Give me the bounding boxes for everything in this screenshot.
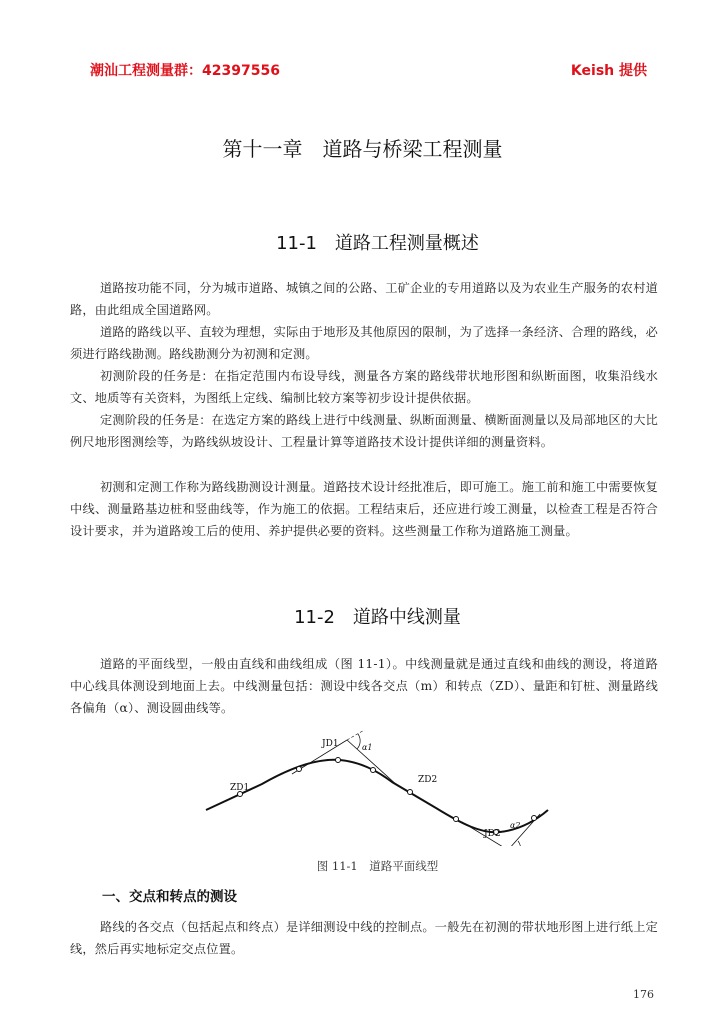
road-alignment-figure <box>200 730 560 846</box>
paragraph: 路线的各交点（包括起点和终点）是详细测设中线的控制点。一般先在初测的带状地形图上进行纸上定线，然后再实地标定交点位置。 <box>70 920 658 956</box>
label-jd2: JD2 <box>484 829 501 839</box>
point-marker <box>454 817 459 822</box>
section-title-11-2: 11-2 道路中线测量 <box>294 607 461 628</box>
label-zd1: ZD1 <box>230 783 250 793</box>
paragraph: 初测阶段的任务是：在指定范围内布设导线，测量各方案的路线带状地形图和纵断面图，收集沿线水文、地质等有关资料，为图纸上定线、编制比较方案等初步设计提供依据。 <box>70 369 658 405</box>
angle-arc <box>518 841 521 846</box>
point-marker <box>336 758 341 763</box>
label-alpha1: α1 <box>362 743 373 752</box>
paragraph: 定测阶段的任务是：在选定方案的路线上进行中线测量、纵断面测量、横断面测量以及局部地区的大比例尺地形图测绘等，为路线纵坡设计、工程量计算等道路技术设计提供详细的测量资料。 <box>70 413 658 449</box>
page-number: 176 <box>633 988 654 1001</box>
paragraph: 初测和定测工作称为路线勘测设计测量。道路技术设计经批准后，即可施工。施工前和施工中需要恢复中线、测量路基边桩和竖曲线等，作为施工的依据。工程结束后，还应进行竣工测量，以检查工程是否符合设计要求，并为道路竣工后的使用、养护提供必要的资料。这些测量工作称为道路施工测量。 <box>70 480 658 538</box>
paragraph: 道路按功能不同，分为城市道路、城镇之间的公路、工矿企业的专用道路以及为农业生产服务的农村道路，由此组成全国道路网。 <box>70 281 658 317</box>
label-alpha2: α2 <box>510 821 521 830</box>
point-marker <box>532 816 537 821</box>
label-zd2: ZD2 <box>418 775 438 785</box>
road-alignment-diagram <box>200 730 560 846</box>
road-centerline <box>206 760 548 833</box>
header-provider: Keish 提供 <box>570 63 647 79</box>
point-marker <box>371 768 376 773</box>
point-marker <box>408 790 413 795</box>
chapter-title: 第十一章 道路与桥梁工程测量 <box>222 137 503 161</box>
paragraph: 道路的路线以平、直较为理想，实际由于地形及其他原因的限制，为了选择一条经济、合理的路线，必须进行路线勘测。路线勘测分为初测和定测。 <box>70 325 658 361</box>
figure-caption: 图 11-1 道路平面线型 <box>316 859 439 873</box>
point-marker <box>297 767 302 772</box>
label-jd1: JD1 <box>322 739 339 749</box>
angle-arc <box>357 734 360 749</box>
paragraph: 道路的平面线型，一般由直线和曲线组成（图 11-1）。中线测量就是通过直线和曲线的测设，将道路中心线具体测设到地面上去。中线测量包括：测设中线各交点（m）和转点（ZD）、量距和钉桩、测量路线各偏角（α）、测设圆曲线等。 <box>70 657 658 715</box>
section-title-11-1: 11-1 道路工程测量概述 <box>276 233 479 254</box>
tangent-extension <box>347 730 378 740</box>
header-group-info: 潮汕工程测量群：42397556 <box>90 63 280 79</box>
subheading: 一、交点和转点的测设 <box>102 889 237 905</box>
